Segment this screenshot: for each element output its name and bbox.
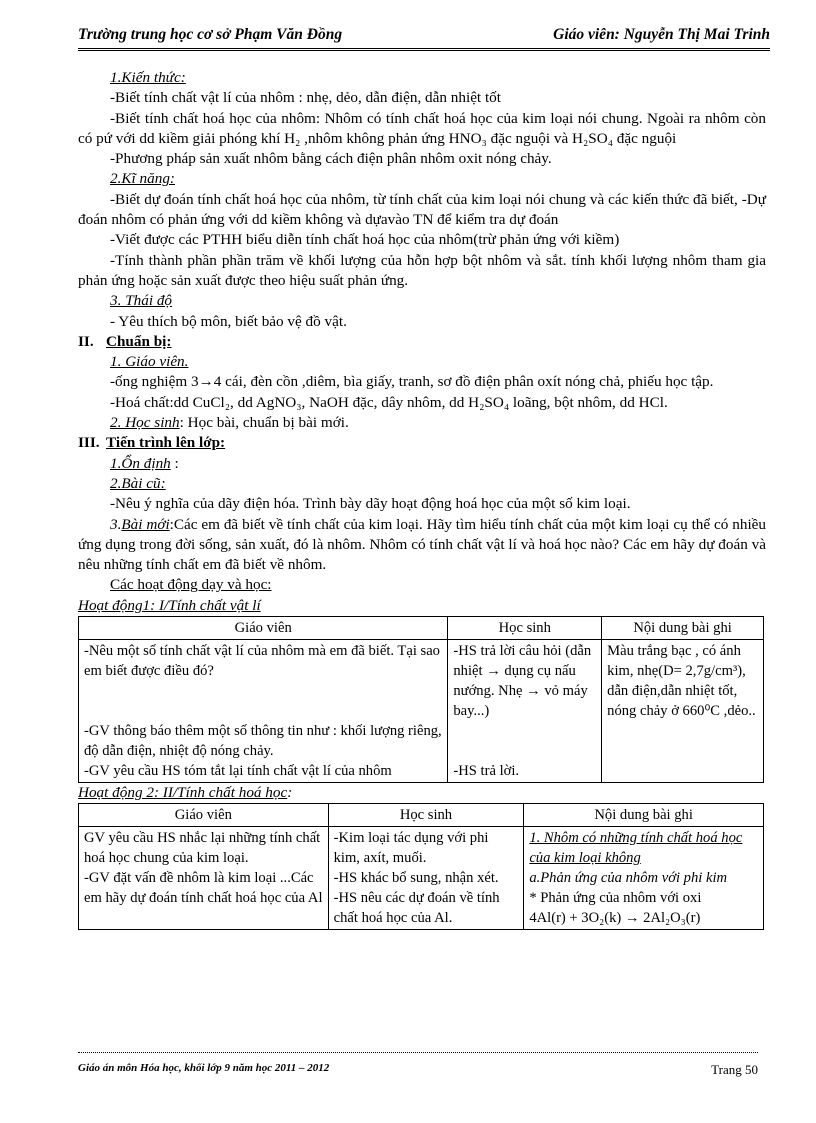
teacher-prep-item: -Hoá chất:dd CuCl₂, dd AgNO₃, NaOH đặc, dây nhôm, dd H₂SO₄ loãng, bột nhôm, dd HCl. [110, 393, 668, 411]
activity1-table [78, 616, 764, 783]
section-preparation [78, 332, 766, 352]
new-lesson-prefix: 3. [110, 515, 122, 533]
teacher-cell [79, 827, 329, 930]
content-text: * Phản ứng của nhôm với oxi [529, 890, 702, 907]
skills-item: -Viết được các PTHH biểu diễn tính chất hoá học của nhôm(trừ phản ứng với kiềm) [110, 231, 620, 249]
school-name: Trường trung học cơ sở Phạm Văn Đồng [78, 26, 343, 43]
content-cell [602, 640, 764, 783]
column-header: Nội dung bài ghi [524, 804, 764, 827]
section-title: Chuẩn bị: [106, 332, 172, 350]
old-lesson-heading: 2.Bài cũ: [110, 474, 166, 492]
student-prep-text: : Học bài, chuẩn bị bài mới. [179, 414, 349, 432]
new-lesson [78, 515, 766, 576]
student-text: -HS khác bổ sung, nhận xét. [333, 870, 499, 887]
activity2-table [78, 803, 764, 930]
activities-heading: Các hoạt động dạy và học: [110, 576, 272, 594]
teacher-name: Giáo viên: Nguyễn Thị Mai Trinh [553, 26, 770, 43]
teacher-prep-heading: 1. Giáo viên. [110, 353, 189, 371]
content-subtitle: a.Phản ứng của nhôm với phi kim [529, 870, 728, 887]
page-number: Trang 50 [711, 1062, 758, 1077]
content-equation: 4Al(r) + 3O₂(k) → 2Al₂O₃(r) [529, 910, 701, 927]
document-body [78, 68, 766, 930]
activity1-caption: Hoạt động1: I/Tính chất vật lí [78, 596, 261, 614]
column-header: Học sinh [448, 617, 602, 640]
new-lesson-heading: Bài mới [121, 515, 170, 533]
student-cell [448, 640, 602, 783]
teacher-text: -GV đặt vấn đề nhôm là kim loại ...Các em hãy dự đoán tính chất hoá học của Al [84, 870, 323, 907]
column-header: Nội dung bài ghi [602, 617, 764, 640]
section-process [78, 433, 766, 453]
stabilize-line [78, 454, 766, 474]
student-prep [78, 413, 766, 433]
skills-heading: 2.Kĩ năng: [110, 170, 175, 188]
footer-divider [78, 1052, 758, 1053]
knowledge-item: -Biết tính chất hoá học của nhôm: Nhôm có tính chất hoá học của kim loại nói chung. Ngoài ra nhôm còn có pứ với dd kiềm giải phóng khí H₂ ,nhôm không phản ứng HNO₃ đặc nguội và H₂SO₄ đặc nguội [78, 109, 766, 147]
student-text: -HS nêu các dự đoán về tính chất hoá học của Al. [333, 890, 500, 927]
footer-course: Giáo án môn Hóa học, khối lớp 9 năm học 2011 – 2012 [78, 1062, 330, 1074]
content-cell [524, 827, 764, 930]
teacher-text: GV yêu cầu HS nhắc lại những tính chất hoá học chung của kim loại. [84, 830, 321, 867]
column-header: Giáo viên [79, 804, 329, 827]
student-text: -Kim loại tác dụng với phi kim, axít, muối. [333, 830, 489, 867]
attitude-item: - Yêu thích bộ môn, biết bảo vệ đồ vật. [110, 312, 347, 330]
table-header-row [79, 804, 764, 827]
knowledge-item: -Biết tính chất vật lí của nhôm : nhẹ, dẻo, dẫn điện, dẫn nhiệt tốt [110, 89, 501, 107]
table-row [79, 640, 764, 783]
teacher-text: -GV yêu cầu HS tóm tắt lại tính chất vật lí của nhôm [84, 763, 392, 780]
table-header-row [79, 617, 764, 640]
table-row [79, 827, 764, 930]
knowledge-heading: 1.Kiến thức: [110, 69, 186, 86]
column-header: Giáo viên [79, 617, 448, 640]
student-text: -HS trả lời câu hỏi (dẫn nhiệt → dụng cụ nấu nướng. Nhẹ → vỏ máy bay...) [453, 643, 592, 720]
skills-item: -Biết dự đoán tính chất hoá học của nhôm, từ tính chất của kim loại nói chung và các kiến thức đã biết, -Dự đoán nhôm có phản ứng với dd kiềm không và dựavào TN để kiểm tra dự đoán [78, 190, 766, 229]
page-footer [78, 1062, 758, 1077]
old-lesson-text: -Nêu ý nghĩa của dãy điện hóa. Trình bày dãy hoạt động hoá học của một số kim loại. [110, 495, 631, 513]
section-number: II. [78, 332, 94, 350]
teacher-cell [79, 640, 448, 783]
section-title: Tiến trình lên lớp: [106, 434, 226, 452]
knowledge-item: -Phương pháp sản xuất nhôm bằng cách điện phân nhôm oxit nóng chảy. [110, 150, 552, 168]
student-prep-heading: 2. Học sinh [110, 414, 180, 432]
section-number: III. [78, 434, 100, 452]
stabilize-heading: 1.Ổn định [110, 454, 171, 472]
teacher-text: -Nêu một số tính chất vật lí của nhôm mà em đã biết. Tại sao em biết được điều đó? [84, 643, 440, 680]
page-header [78, 24, 770, 51]
student-text: -HS trả lời. [453, 763, 520, 780]
content-text: Màu trắng bạc , có ánh kim, nhẹ(D= 2,7g/cm³), dẫn điện,dẫn nhiệt tốt, nóng chảy ở 660⁰C ,dẻo.. [607, 643, 756, 720]
activity2-caption-line [78, 783, 766, 803]
content-title: 1. Nhôm có những tính chất hoá học của kim loại không [529, 830, 743, 867]
activity2-caption-suffix: : [287, 784, 293, 802]
column-header: Học sinh [328, 804, 524, 827]
new-lesson-text: :Các em đã biết về tính chất của kim loại. Hãy tìm hiểu tính chất của một kim loại cụ thể có nhiều ứng dụng trong đời sống, sản xuất, đó là nhôm. Nhôm có tính chất vật lí và hoá học nào? Các em hãy dự đoán và nêu những tính chất em đã biết về nhôm. [78, 515, 766, 574]
teacher-prep-item: -ống nghiệm 3→4 cái, đèn cồn ,diêm, bìa giấy, tranh, sơ đồ điện phân oxít nóng chả, phiếu học tập. [110, 373, 714, 391]
skills-item: -Tính thành phần phần trăm về khối lượng của hỗn hợp bột nhôm và sắt. tính khối lượng nhôm tham gia phản ứng hoặc sản xuất được theo hiệu suất phản ứng. [78, 251, 766, 289]
attitude-heading: 3. Thái độ [110, 292, 173, 310]
activity2-caption: Hoạt động 2: II/Tính chất hoá học [78, 784, 288, 802]
student-cell [328, 827, 524, 930]
stabilize-suffix: : [170, 454, 179, 472]
teacher-text: -GV thông báo thêm một số thông tin như : khối lượng riêng, độ dẫn điện, nhiệt độ nóng chảy. [84, 723, 442, 760]
